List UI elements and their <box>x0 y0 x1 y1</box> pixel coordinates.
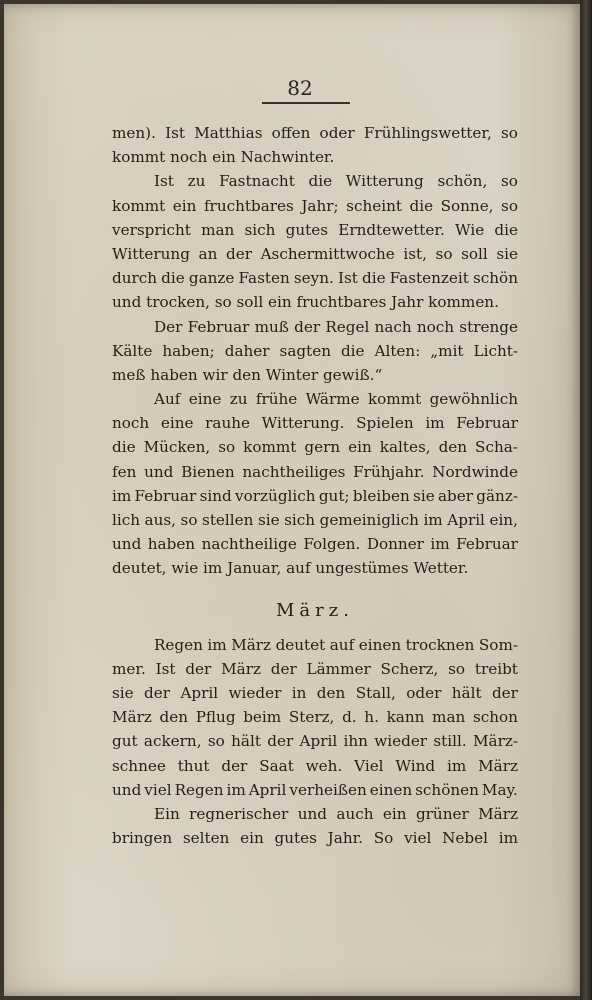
book-spine-edge <box>580 0 592 1000</box>
text-line: meß haben wir den Winter gewiß.“ <box>112 365 383 384</box>
page-number: 82 <box>287 76 313 100</box>
text-line: fen und Bienen nachtheiliges Frühjahr. Nordwinde <box>112 462 518 481</box>
text-line: schnee thut der Saat weh. Viel Wind im März <box>112 756 518 775</box>
text-line: noch eine rauhe Witterung. Spielen im Februar <box>112 414 518 433</box>
text-line: kommt noch ein Nachwinter. <box>112 148 335 167</box>
book-page <box>4 4 582 996</box>
text-line: gut ackern, so hält der April ihn wieder still. März- <box>112 732 518 751</box>
text-line: Witterung an der Aschermittwoche ist, so soll sie <box>112 244 518 263</box>
text-line: Der Februar muß der Regel nach noch strenge <box>154 317 518 336</box>
text-line: bringen selten ein gutes Jahr. So viel Nebel im <box>112 829 518 848</box>
text-line: durch die ganze Fasten seyn. Ist die Fastenzeit schön <box>112 269 518 288</box>
text-line: und haben nachtheilige Folgen. Donner im Februar <box>112 535 518 554</box>
body-text <box>112 121 518 850</box>
text-line: Regen im März deutet auf einen trocknen Som- <box>154 635 518 654</box>
text-line: Ist zu Fastnacht die Witterung schön, so <box>154 172 518 191</box>
header-rule <box>262 102 350 104</box>
text-line: Kälte haben; daher sagten die Alten: „mit Licht- <box>112 341 518 360</box>
text-line: Auf eine zu frühe Wärme kommt gewöhnlich <box>154 390 518 409</box>
text-line: die Mücken, so kommt gern ein kaltes, den Scha- <box>112 438 518 457</box>
text-line: und viel Regen im April verheißen einen schönen May. <box>112 780 518 799</box>
text-line: lich aus, so stellen sie sich gemeiniglich im April ein, <box>112 511 518 529</box>
section-heading: März. <box>276 599 354 621</box>
text-line: Ein regnerischer und auch ein grüner März <box>154 804 518 823</box>
text-line: men). Ist Matthias offen oder Frühlingswetter, so <box>112 124 518 142</box>
text-line: mer. Ist der März der Lämmer Scherz, so treibt <box>112 659 518 678</box>
text-line: verspricht man sich gutes Erndtewetter. Wie die <box>112 220 518 239</box>
text-line: sie der April wieder in den Stall, oder hält der <box>112 683 518 702</box>
text-line: deutet, wie im Januar, auf ungestümes Wetter. <box>112 559 469 578</box>
text-line: März den Pflug beim Sterz, d. h. kann man schon <box>112 708 518 727</box>
text-line: kommt ein fruchtbares Jahr; scheint die Sonne, so <box>112 196 518 215</box>
text-line: im Februar sind vorzüglich gut; bleiben sie aber gänz- <box>112 486 518 505</box>
text-line: und trocken, so soll ein fruchtbares Jahr kommen. <box>112 293 499 312</box>
